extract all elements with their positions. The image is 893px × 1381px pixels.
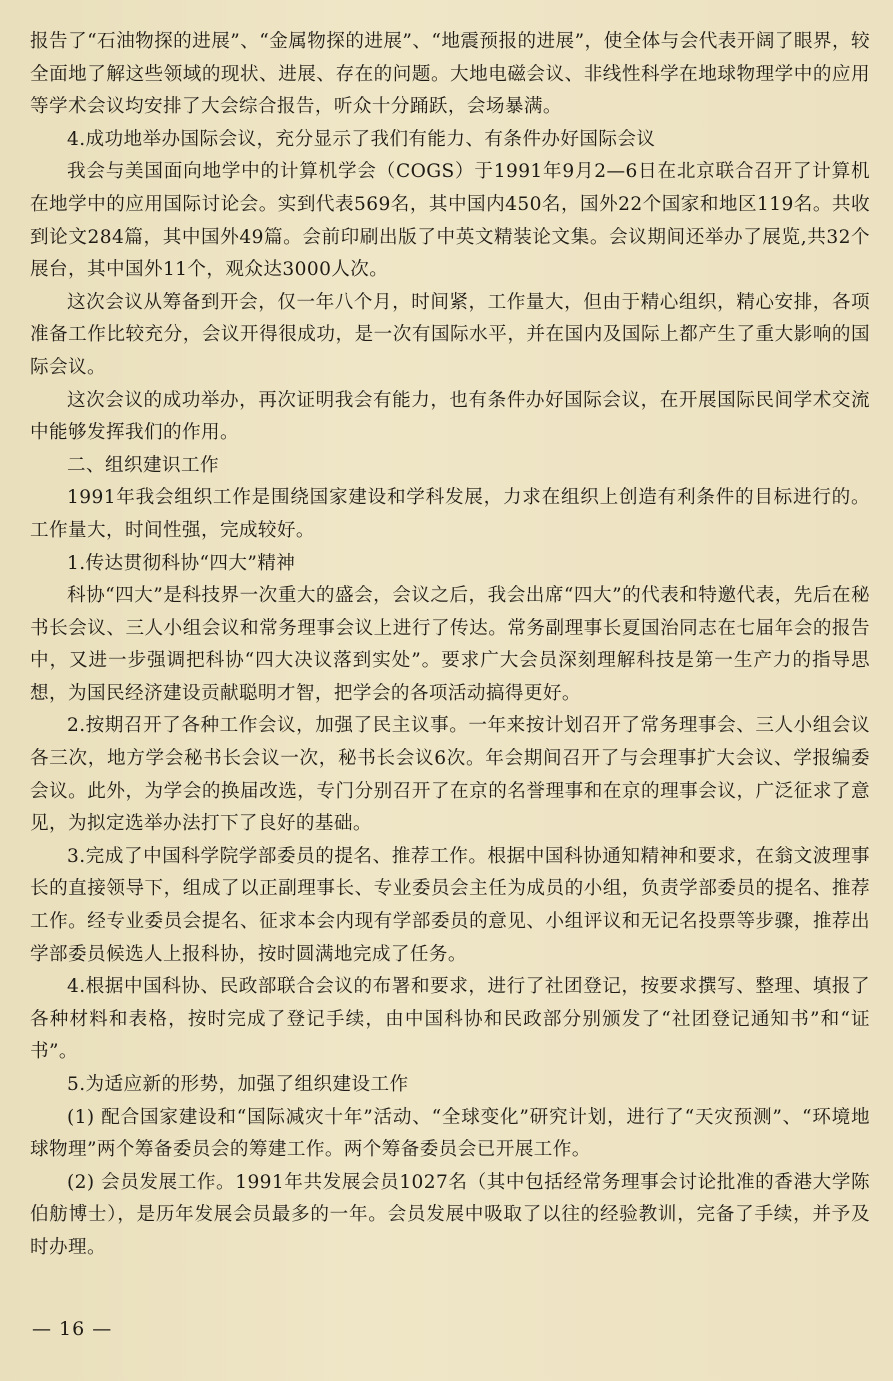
section-heading: 二、组织建识工作 [67,454,219,476]
paragraph: 我会与美国面向地学中的计算机学会（COGS）于1991年9月2—6日在北京联合召开了计算机在地学中的应用国际讨论会。实到代表569名，其中国内450名，国外22个国家和地区119名。共收到论文284篇，其中国外49篇。会前印刷出版了中英文精装论文集。会议期间还举办了展览,共32个展台，其中国外11个，观众达3000人次。 [30,161,870,281]
paragraph: 这次会议从筹备到开会，仅一年八个月，时间紧，工作量大，但由于精心组织，精心安排，各项准备工作比较充分，会议开得很成功，是一次有国际水平，并在国内及国际上都产生了重大影响的国际会议。 [30,291,870,378]
paragraph: 3.完成了中国科学院学部委员的提名、推荐工作。根据中国科协通知精神和要求，在翁文波理事长的直接领导下，组成了以正副理事长、专业委员会主任为成员的小组，负责学部委员的提名、推荐工作。经专业委员会提名、征求本会内现有学部委员的意见、小组评议和无记名投票等步骤，推荐出学部委员候选人上报科协，按时圆满地完成了任务。 [30,845,870,965]
paragraph: 报告了“石油物探的进展”、“金属物探的进展”、“地震预报的进展”，使全体与会代表开阔了眼界，较全面地了解这些领域的现状、进展、存在的问题。大地电磁会议、非线性科学在地球物理学中的应用等学术会议均安排了大会综合报告，听众十分踊跃，会场暴满。 [30,31,870,118]
paragraph: 2.按期召开了各种工作会议，加强了民主议事。一年来按计划召开了常务理事会、三人小组会议各三次，地方学会秘书长会议一次，秘书长会议6次。年会期间召开了与会理事扩大会议、学报编委会议。此外，为学会的换届改选，专门分别召开了在京的名誉理事和在京的理事会议，广泛征求了意见，为拟定选举办法打下了良好的基础。 [30,715,870,835]
paragraph: 科协“四大”是科技界一次重大的盛会，会议之后，我会出席“四大”的代表和特邀代表，先后在秘书长会议、三人小组会议和常务理事会议上进行了传达。常务副理事长夏国治同志在七届年会的报告中，又进一步强调把科协“四大决议落到实处”。要求广大会员深刻理解科技是第一生产力的指导思想，为国民经济建设贡献聪明才智，把学会的各项活动搞得更好。 [30,585,870,704]
page-number: — 16 — [32,1318,113,1340]
paragraph: (2) 会员发展工作。1991年共发展会员1027名（其中包括经常务理事会讨论批准的香港大学陈伯舫博士），是历年发展会员最多的一年。会员发展中吸取了以往的经验教训，完备了手续，并予及时办理。 [30,1171,870,1258]
paragraph: (1) 配合国家建设和“国际减灾十年”活动、“全球变化”研究计划，进行了“天灾预测”、“环境地球物理”两个筹备委员会的筹建工作。两个筹备委员会已开展工作。 [30,1106,870,1161]
paragraph: 4.成功地举办国际会议，充分显示了我们有能力、有条件办好国际会议 [67,128,656,150]
body-text [30,26,870,1265]
paragraph: 1991年我会组织工作是围绕国家建设和学科发展，力求在组织上创造有利条件的目标进行的。工作量大，时间性强，完成较好。 [30,487,870,541]
paragraph: 这次会议的成功举办，再次证明我会有能力，也有条件办好国际会议，在开展国际民间学术交流中能够发挥我们的作用。 [30,389,870,444]
paragraph: 4.根据中国科协、民政部联合会议的布署和要求，进行了社团登记，按要求撰写、整理、填报了各种材料和表格，按时完成了登记手续，由中国科协和民政部分别颁发了“社团登记通知书”和“证书”。 [30,976,870,1063]
subheading: 1.传达贯彻科协“四大”精神 [67,552,296,574]
subheading: 5.为适应新的形势，加强了组织建设工作 [67,1074,409,1095]
